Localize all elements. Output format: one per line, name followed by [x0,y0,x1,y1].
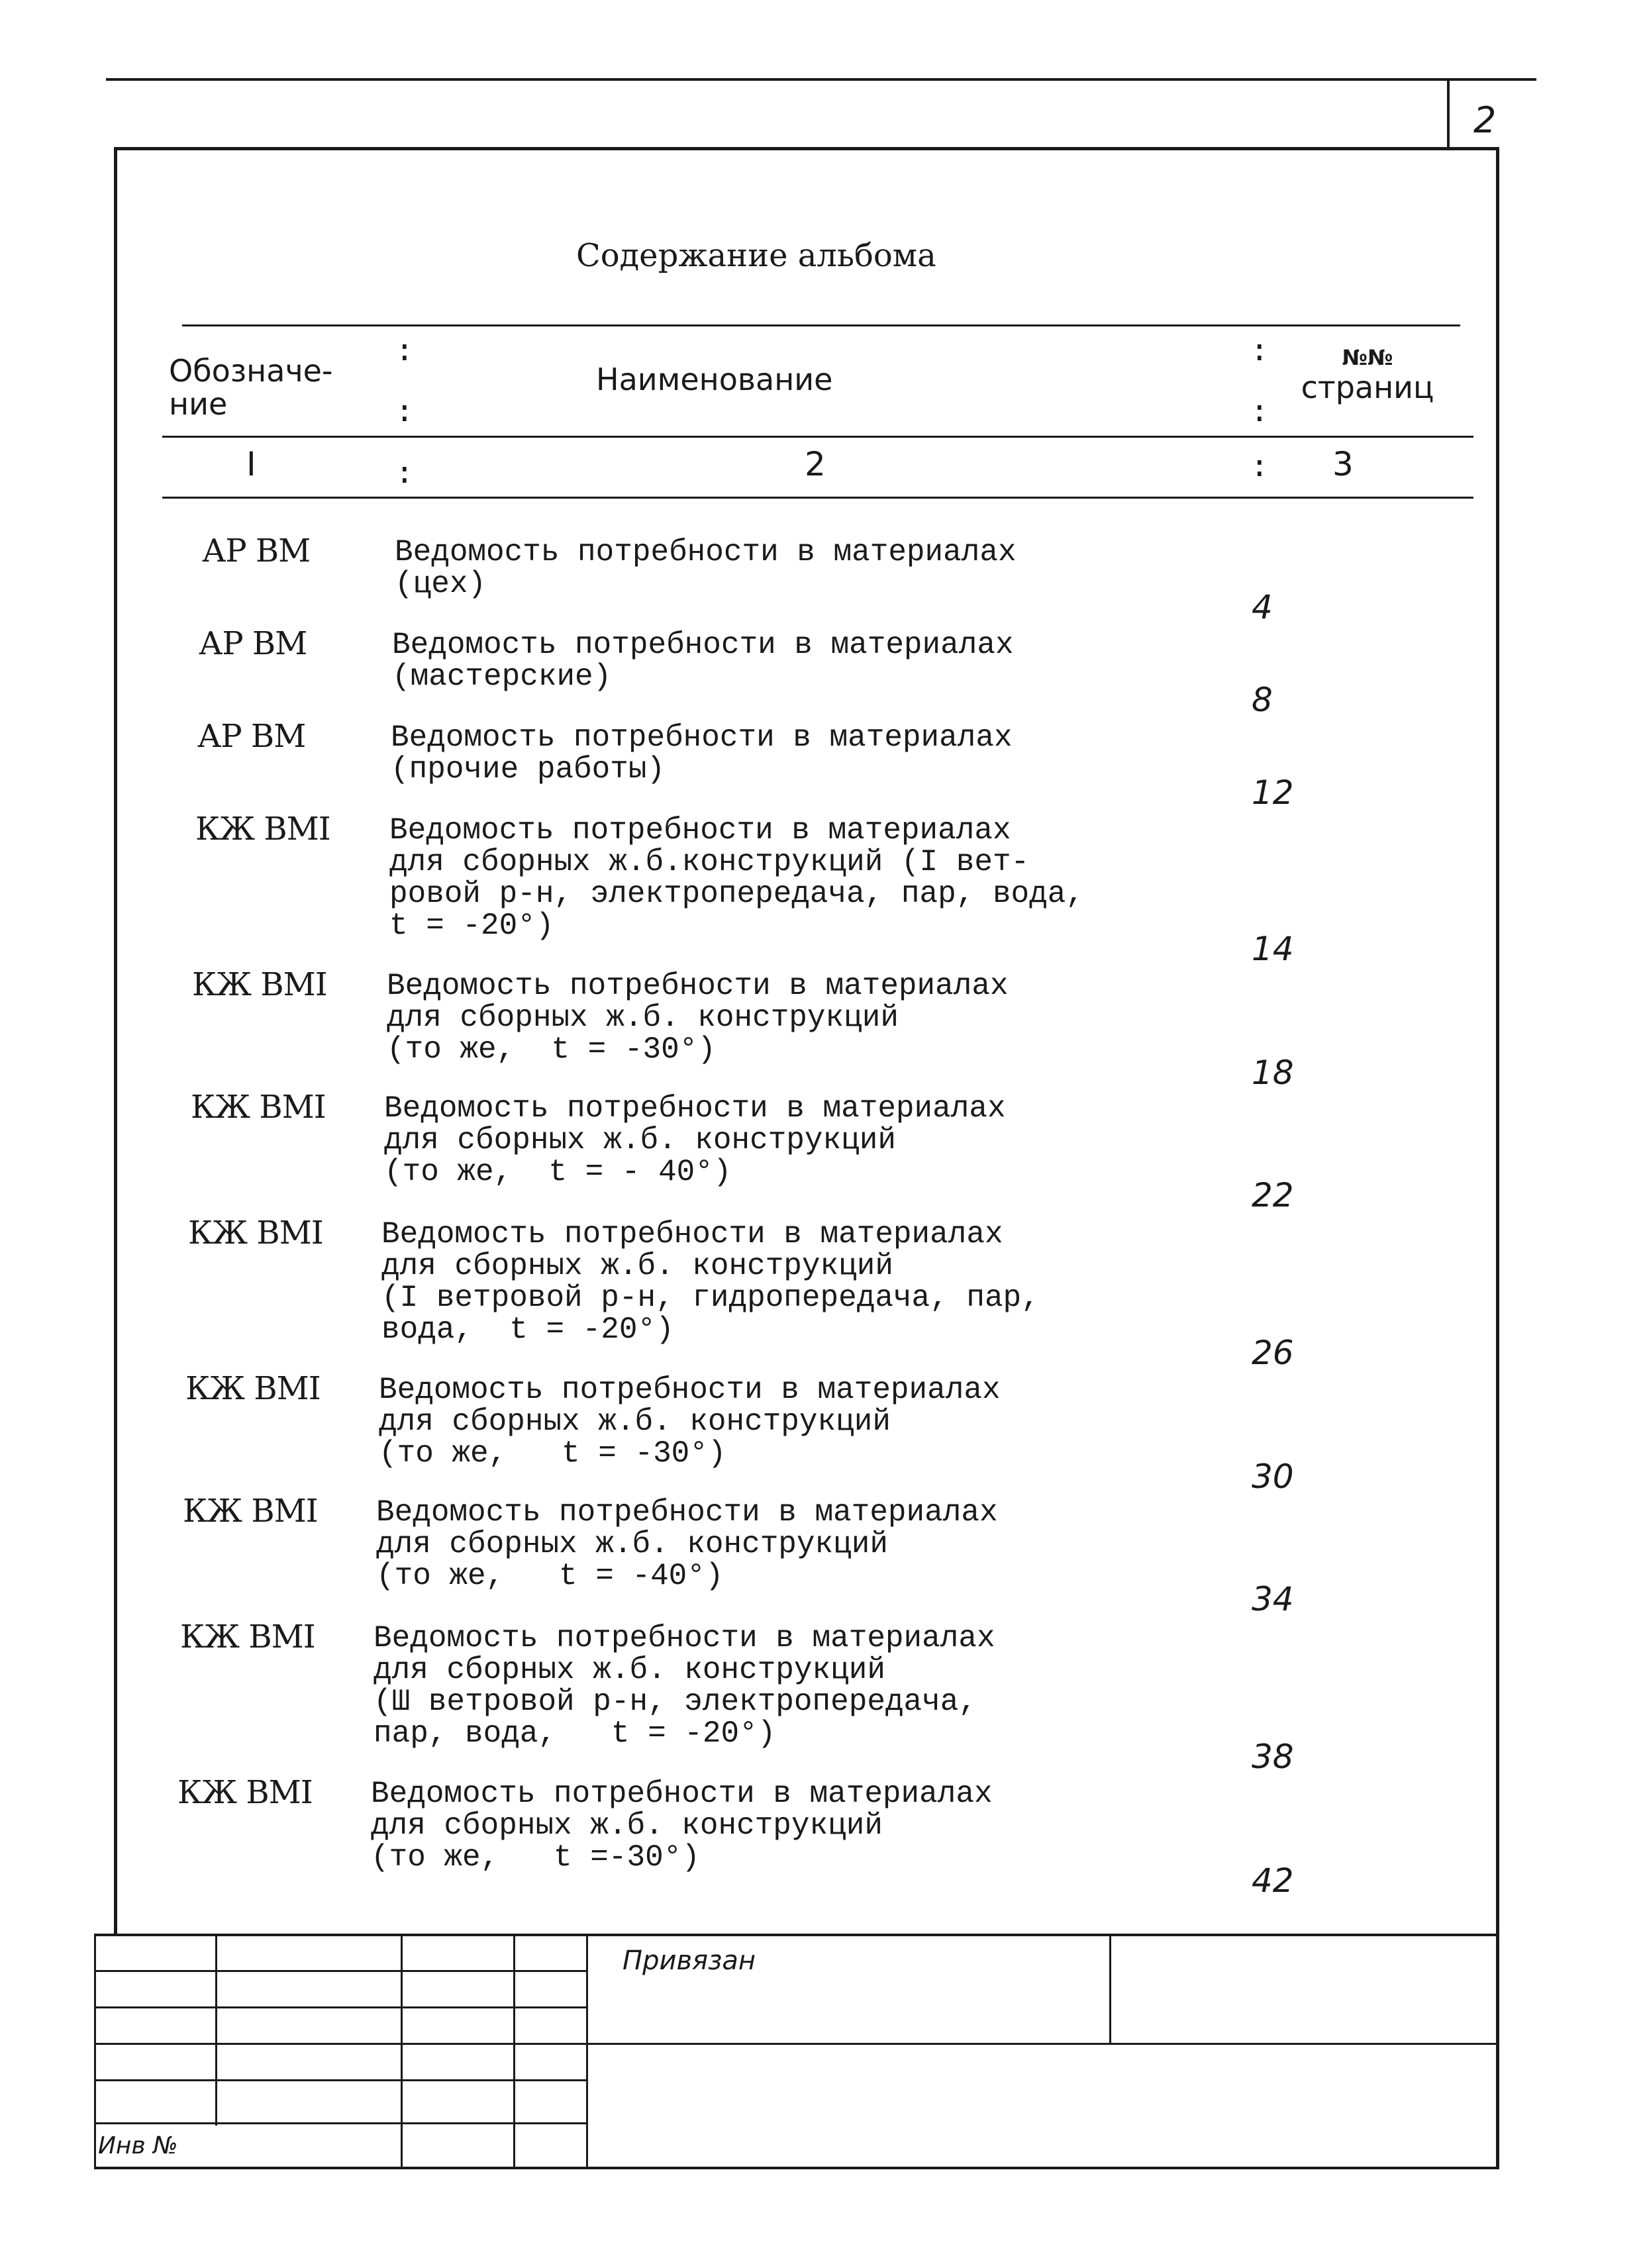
row-name-line: Ведомость потребности в материалах [371,1777,993,1811]
stamp-col-line-4 [586,1934,588,2169]
row-name-line: для сборных ж.б. конструкций [371,1808,883,1843]
row-name-line: Ведомость потребности в материалах [381,1217,1003,1252]
row-name-line: Ведомость потребности в материалах [387,969,1009,1003]
row-name-line: (I ветровой р-н, гидропередача, пар, [381,1281,1040,1315]
column-number-3: 3 [1332,445,1354,483]
stamp-top-line [94,1934,1499,1936]
row-page-number: 18 [1252,1054,1294,1092]
frame-right [1496,147,1499,2169]
row-name [381,1218,1040,1346]
header-col-designation: Обозначе- ние [169,353,333,422]
column-number-separator-1: : [395,454,414,490]
stamp-col-line-5 [1109,1934,1111,2043]
row-name-line: (то же, t = -30°) [387,1032,716,1067]
row-name-line: Ведомость потребности в материалах [373,1621,995,1655]
row-name-line: для сборных ж.б. конструкций [387,1001,899,1035]
frame-left [114,147,117,1935]
row-name-line: для сборных ж.б. конструкций [379,1405,891,1439]
row-page-number: 34 [1252,1580,1294,1618]
row-name-line: Ведомость потребности в материалах [389,813,1011,848]
header-top-line [182,324,1460,326]
row-designation: КЖ ВМI [192,966,327,1003]
header-col-pages: №№ страниц [1301,345,1434,405]
row-name [373,1622,995,1750]
row-designation: АР ВМ [197,718,306,755]
row-name-line: для сборных ж.б. конструкций [373,1653,885,1687]
row-page-number: 12 [1252,773,1294,812]
header-separator-2: : : [1250,332,1269,428]
row-name-line: (то же, t = -30°) [379,1436,726,1471]
stamp-inventory-label: Инв № [98,2132,178,2159]
row-name-line: Ведомость потребности в материалах [395,535,1017,569]
row-name-line: для сборных ж.б. конструкций [381,1249,893,1283]
top-edge-line [106,78,1536,81]
row-page-number: 38 [1252,1738,1294,1776]
row-name-line: для сборных ж.б. конструкций [376,1527,888,1561]
row-name [384,1093,1006,1188]
stamp-left-line [94,1934,96,2169]
sheet-number-box-left [1447,78,1450,147]
row-name-line: (Ш ветровой р-н, электропередача, [373,1685,977,1719]
stamp-row-line-3 [94,2043,1499,2045]
row-name-line: Ведомость потребности в материалах [392,628,1014,662]
row-designation: КЖ ВМI [177,1774,313,1811]
row-name-line: (то же, t = - 40°) [384,1155,732,1189]
stamp-row-line-2 [94,2006,588,2008]
stamp-row-line-1 [94,1970,588,1972]
row-designation: КЖ ВМI [195,811,330,848]
row-name-line: Ведомость потребности в материалах [384,1091,1006,1126]
row-name-line: Ведомость потребности в материалах [379,1373,1001,1407]
row-name [379,1374,1001,1469]
row-designation: АР ВМ [199,625,307,662]
stamp-attached-label: Привязан [622,1946,756,1976]
row-name-line: для сборных ж.б.конструкций (I вет- [389,845,1030,879]
row-name-line: для сборных ж.б. конструкций [384,1123,896,1158]
row-name [387,970,1009,1065]
row-page-number: 26 [1252,1334,1294,1372]
row-designation: АР ВМ [202,532,311,569]
row-designation: КЖ ВМI [183,1493,318,1530]
header-col-name: Наименование [596,362,833,397]
row-name [395,536,1017,600]
row-name-line: (прочие работы) [391,752,666,787]
row-page-number: 8 [1252,681,1273,719]
row-name-line: t = -20°) [389,909,554,943]
stamp-col-line-1 [215,1934,217,2126]
header-separator-1: : : [395,332,414,428]
row-designation: КЖ ВМI [185,1370,321,1407]
row-name-line: ровой р-н, электропередача, пар, вода, [389,877,1084,911]
row-name-line: Ведомость потребности в материалах [391,720,1013,755]
column-number-separator-2: : [1250,448,1269,483]
row-name-line: пар, вода, t = -20°) [373,1716,776,1751]
row-name-line: Ведомость потребности в материалах [376,1495,998,1530]
stamp-bottom-line [94,2167,1499,2169]
column-number-2: 2 [805,445,826,483]
header-mid-line [162,436,1473,438]
row-name-line: вода, t = -20°) [381,1312,674,1347]
row-page-number: 4 [1252,588,1273,626]
row-designation: КЖ ВМI [180,1618,315,1655]
row-name-line: (мастерские) [392,660,612,694]
row-name [376,1497,998,1592]
row-page-number: 30 [1252,1457,1294,1496]
row-designation: КЖ ВМI [191,1089,326,1126]
stamp-row-line-4 [94,2079,588,2081]
row-page-number: 22 [1252,1176,1294,1214]
sheet-number: 2 [1473,99,1497,141]
stamp-row-line-5 [94,2122,588,2124]
frame-top [114,147,1499,150]
column-number-1: I [246,445,256,483]
row-name [389,814,1084,942]
row-name [371,1778,993,1873]
stamp-col-line-3 [513,1934,515,2169]
row-name [392,629,1014,693]
row-name-line: (то же, t = -40°) [376,1559,724,1593]
header-bottom-line [162,497,1473,499]
row-name-line: (то же, t =-30°) [371,1840,700,1875]
stamp-col-line-2 [401,1934,403,2169]
page-title: Содержание альбома [576,237,936,274]
row-name [391,722,1013,785]
row-page-number: 14 [1252,930,1294,968]
row-name-line: (цех) [395,567,487,601]
row-designation: КЖ ВМI [188,1214,323,1252]
row-page-number: 42 [1252,1861,1294,1900]
